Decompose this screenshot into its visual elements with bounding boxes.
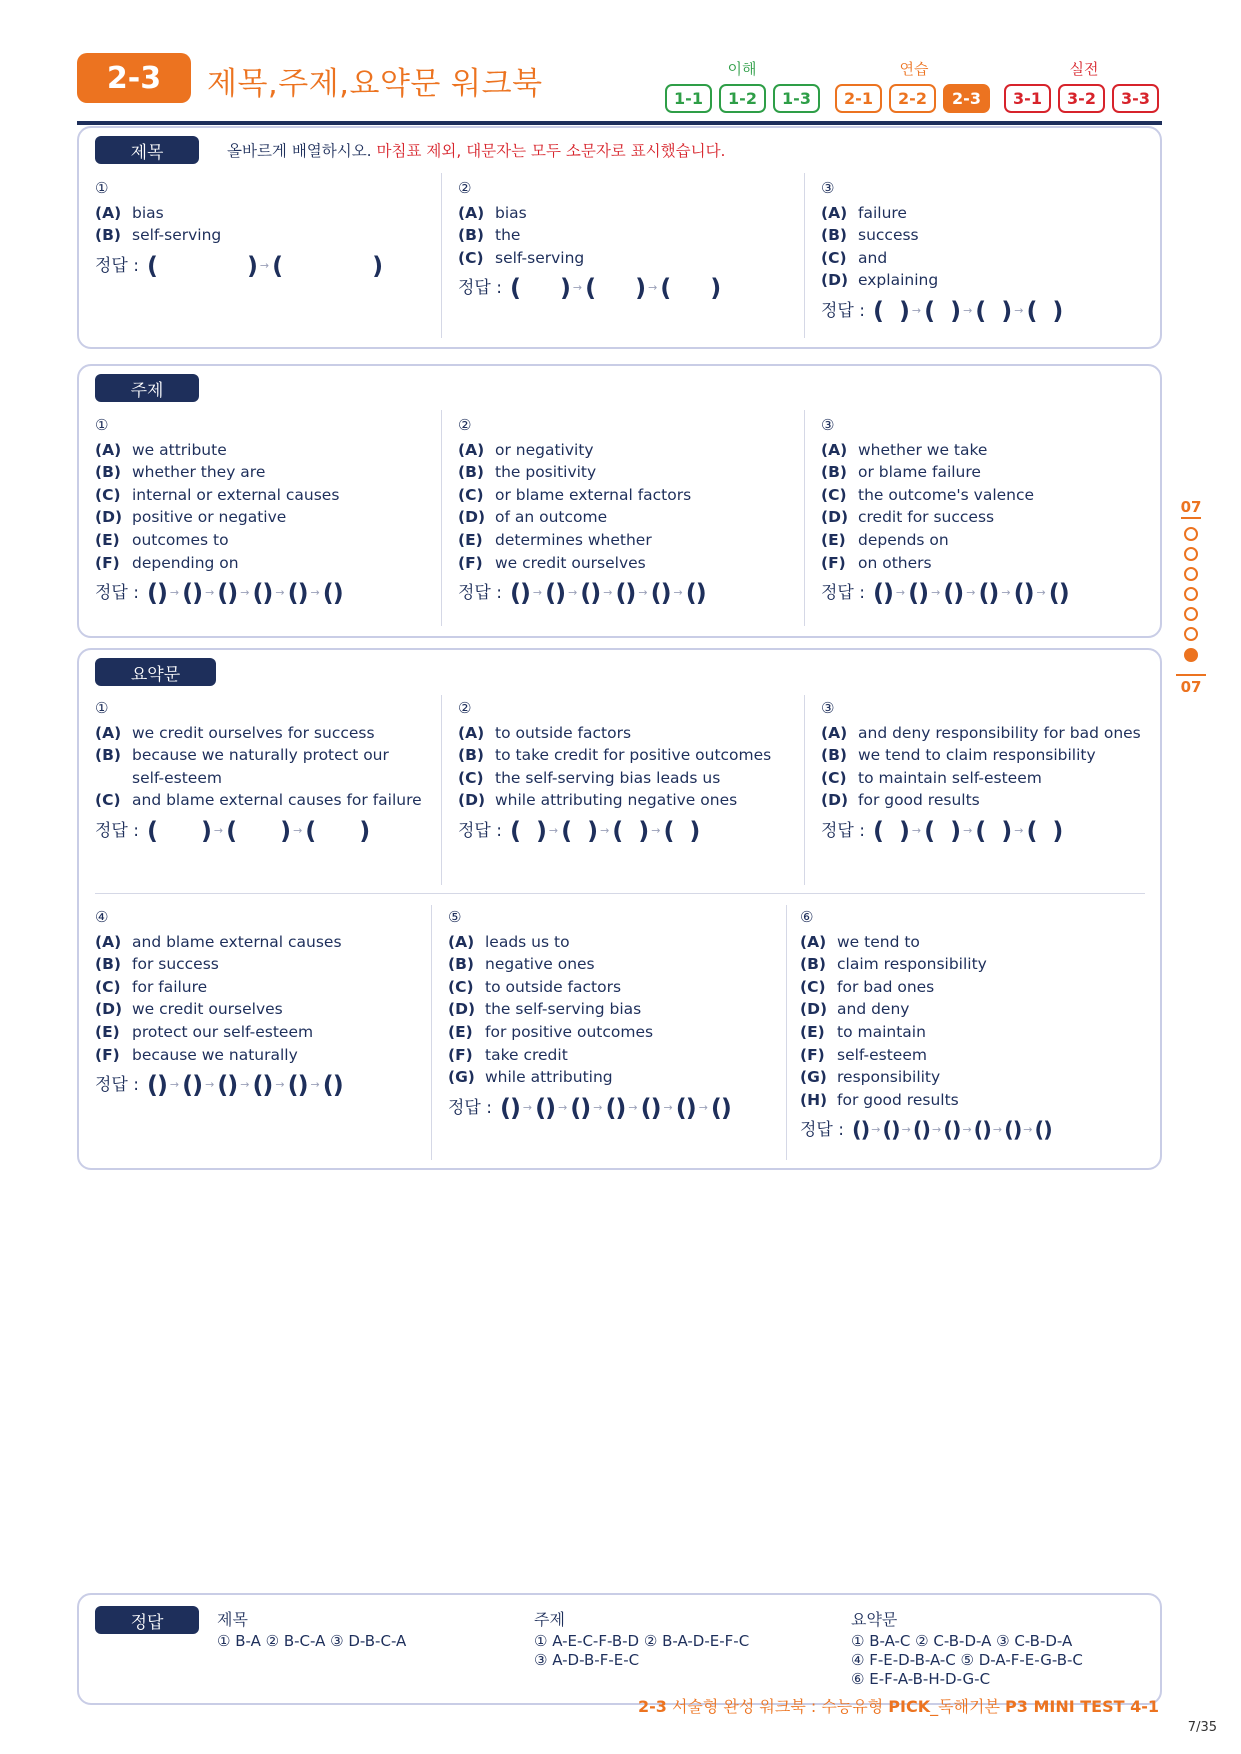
side-index-bottom: 07 [1176, 674, 1206, 696]
tab-3-3[interactable]: 3-3 [1112, 84, 1159, 113]
tab-1-2[interactable]: 1-2 [719, 84, 766, 113]
section-badge: 2-3 [77, 53, 191, 103]
topic-section-label: 주제 [95, 374, 199, 402]
index-dot-3[interactable] [1184, 567, 1198, 581]
tab-2-3[interactable]: 2-3 [943, 84, 990, 113]
summary-q1: ① (A) we credit ourselves for success (B) because we naturally protect our self-esteem (C) and blame external causes for failure 정답 : ( ) → ( ) → ( ) [95, 697, 425, 843]
summary-q6: ⑥ (A) we tend to (B) claim responsibility (C) for bad ones (D) and deny (E) to maintain (F) self-esteem (G) responsibility (H) for good results 정답 : () → () → () → () → () → () → () [800, 906, 1160, 1142]
topic-q3: ③ (A) whether we take (B) or blame failure (C) the outcome's valence (D) credit for success (E) depends on (F) on others 정답 : () → () → () → () → () → () [821, 414, 1166, 605]
index-dot-4[interactable] [1184, 587, 1198, 601]
topic-q2: ② (A) or negativity (B) the positivity (C) or blame external factors (D) of an outcome (E) determines whether (F) we credit ourselves 정답 : () → () → () → () → () → () [458, 414, 803, 605]
key-summary-line3: ⑥ E-F-A-B-H-D-G-C [851, 1670, 991, 1688]
answer-blanks[interactable]: 정답 : ( ) → ( ) → ( ) [95, 816, 370, 845]
answer-blanks[interactable]: 정답 : () → () → () → () → () → () → () [800, 1118, 1052, 1143]
page-title: 제목,주제,요약문 워크북 [207, 66, 543, 102]
index-dot-6[interactable] [1184, 627, 1198, 641]
footer-title: 2-3 서술형 완성 워크북 : 수능유형 PICK_독해기본 P3 MINI TEST 4-1 [637, 1697, 1159, 1716]
index-dot-5[interactable] [1184, 607, 1198, 621]
answer-blanks[interactable]: 정답 : () → () → () → () → () → () → () [448, 1093, 731, 1122]
tab-1-3[interactable]: 1-3 [773, 84, 820, 113]
group-label-understand: 이해 [727, 60, 757, 78]
key-summary-line2: ④ F-E-D-B-A-C ⑤ D-A-F-E-G-B-C [851, 1651, 1083, 1669]
instruction: 올바르게 배열하시오. 마침표 제외, 대문자는 모두 소문자로 표시했습니다. [227, 142, 726, 160]
answer-blanks[interactable]: 정답 : () → () → () → () → () → () [458, 579, 706, 608]
answer-blanks[interactable]: 정답 : () → () → () → () → () → () [95, 1071, 343, 1100]
index-dot-1[interactable] [1184, 527, 1198, 541]
answer-blanks[interactable]: 정답 : () → () → () → () → () → () [821, 579, 1069, 608]
key-title-head: 제목 [217, 1610, 248, 1629]
summary-section-label: 요약문 [95, 658, 216, 686]
key-topic-head: 주제 [534, 1610, 565, 1629]
key-topic-line1: ① A-E-C-F-B-D ② B-A-D-E-F-C [534, 1632, 750, 1650]
index-dot-7-active[interactable] [1184, 648, 1198, 662]
tab-1-1[interactable]: 1-1 [665, 84, 712, 113]
tab-2-1[interactable]: 2-1 [835, 84, 882, 113]
index-dot-2[interactable] [1184, 547, 1198, 561]
answer-blanks[interactable]: 정답 : ( ) → ( ) [95, 251, 383, 280]
title-section-label: 제목 [95, 136, 199, 164]
side-index-top: 07 [1176, 498, 1206, 516]
answer-blanks[interactable]: 정답 : ( ) → ( ) → ( ) [458, 274, 721, 303]
topic-q1: ① (A) we attribute (B) whether they are (C) internal or external causes (D) positive or negative (E) outcomes to (F) depending on 정답 : () → () → () → () → () → () [95, 414, 440, 605]
page-number: 7/35 [1187, 1720, 1217, 1735]
answer-blanks[interactable]: 정답 : ( ) → ( ) → ( ) → ( ) [458, 816, 700, 845]
answer-blanks[interactable]: 정답 : ( ) → ( ) → ( ) → ( ) [821, 296, 1063, 325]
tab-2-2[interactable]: 2-2 [889, 84, 936, 113]
answer-blanks[interactable]: 정답 : () → () → () → () → () → () [95, 579, 343, 608]
key-title-line: ① B-A ② B-C-A ③ D-B-C-A [217, 1632, 407, 1650]
answer-key-label: 정답 [95, 1606, 199, 1634]
key-summary-head: 요약문 [851, 1610, 898, 1629]
header-divider [77, 121, 1162, 125]
title-q2: ② (A) bias (B) the (C) self-serving 정답 : ( ) → ( ) → ( ) [458, 177, 798, 300]
tab-3-2[interactable]: 3-2 [1058, 84, 1105, 113]
summary-q5: ⑤ (A) leads us to (B) negative ones (C) to outside factors (D) the self-serving bias (E) for positive outcomes (F) take credit (G) while attributing 정답 : () → () → () → () → () → () → () [448, 906, 783, 1119]
title-q1: ① (A) bias (B) self-serving 정답 : ( ) → ( ) [95, 177, 435, 277]
group-label-real: 실전 [1069, 60, 1099, 78]
group-label-practice: 연습 [899, 60, 929, 78]
summary-q3: ③ (A) and deny responsibility for bad ones (B) we tend to claim responsibility (C) to maintain self-esteem (D) for good results 정답 : ( ) → ( ) → ( ) → ( ) [821, 697, 1146, 843]
tab-3-1[interactable]: 3-1 [1004, 84, 1051, 113]
summary-q2: ② (A) to outside factors (B) to take credit for positive outcomes (C) the self-serving bias leads us (D) while attributing negative ones 정답 : ( ) → ( ) → ( ) → ( ) [458, 697, 798, 843]
title-q3: ③ (A) failure (B) success (C) and (D) explaining 정답 : ( ) → ( ) → ( ) → ( ) [821, 177, 1161, 323]
answer-blanks[interactable]: 정답 : ( ) → ( ) → ( ) → ( ) [821, 816, 1063, 845]
key-summary-line1: ① B-A-C ② C-B-D-A ③ C-B-D-A [851, 1632, 1073, 1650]
summary-q4: ④ (A) and blame external causes (B) for success (C) for failure (D) we credit ourselves (E) protect our self-esteem (F) because we naturally 정답 : () → () → () → () → () → () [95, 906, 430, 1097]
key-topic-line2: ③ A-D-B-F-E-C [534, 1651, 640, 1669]
